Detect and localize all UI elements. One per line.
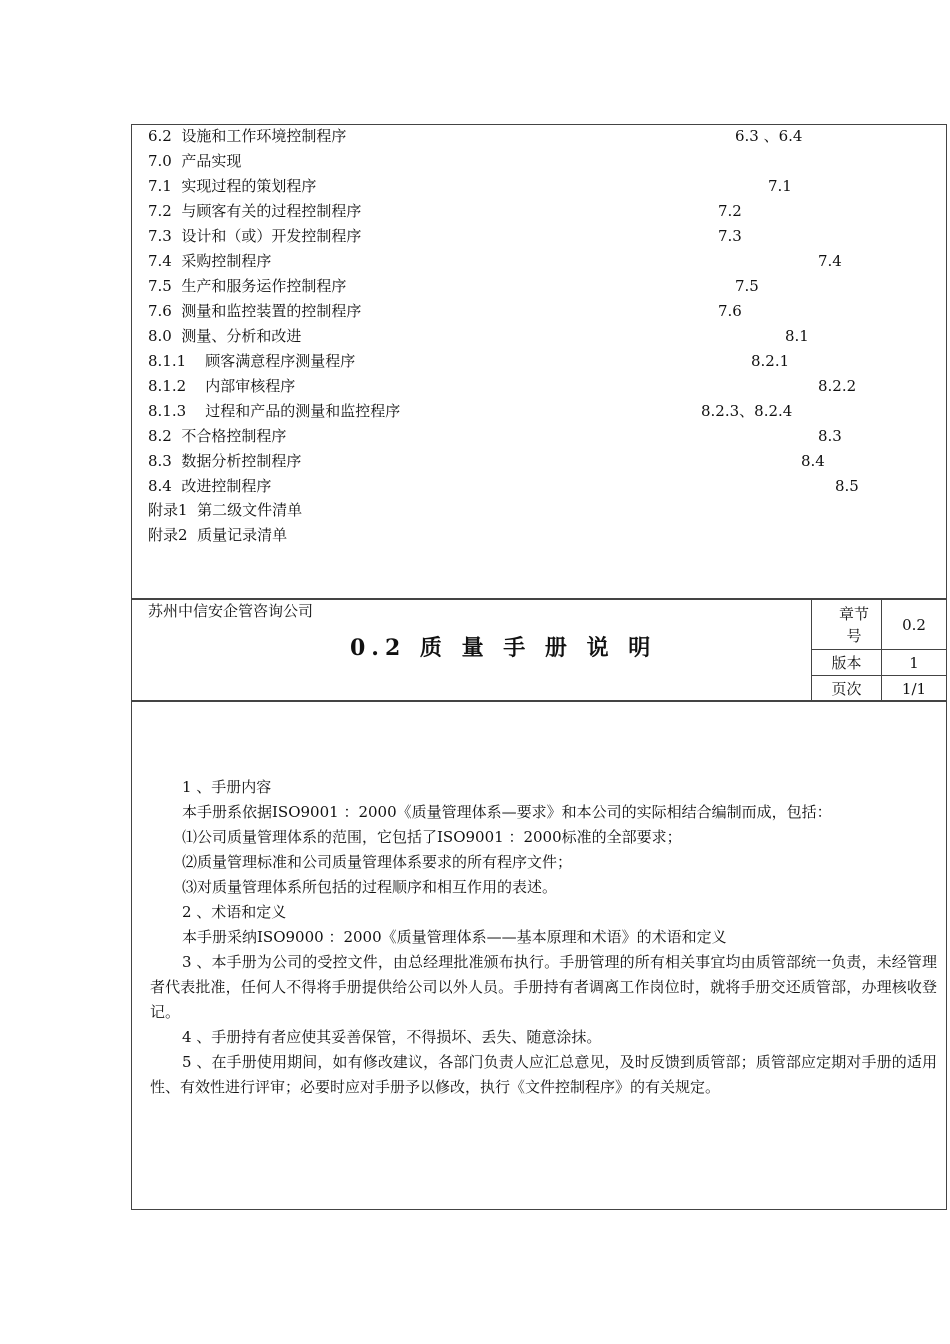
toc-row: 7.6 测量和监控装置的控制程序 bbox=[148, 302, 362, 320]
toc-row: 8.1.3 过程和产品的测量和监控程序 bbox=[148, 402, 401, 420]
page-value: 1/1 bbox=[901, 679, 927, 698]
toc-row: 7.3 设计和（或）开发控制程序 bbox=[148, 227, 362, 245]
toc-row: 8.1.1 顾客满意程序测量程序 bbox=[148, 352, 356, 370]
list-item: ⑴公司质量管理体系的范围，它包括了ISO9001 ：2000标准的全部要求； bbox=[182, 828, 682, 846]
toc-ref: 8.3 bbox=[818, 427, 842, 445]
toc-ref: 7.1 bbox=[768, 177, 792, 195]
toc-row: 附录2 质量记录清单 bbox=[148, 526, 288, 544]
list-item: ⑵质量管理标准和公司质量管理体系要求的所有程序文件； bbox=[182, 853, 573, 871]
toc-row: 6.2 设施和工作环境控制程序 bbox=[148, 127, 347, 145]
section-number-value: 0.2 bbox=[902, 615, 926, 634]
toc-row: 7.4 采购控制程序 bbox=[148, 252, 272, 270]
paragraph: 5 、在手册使用期间，如有修改建议，各部门负责人应汇总意见，及时反馈到质管部；质管部应定期对手册的适用性、有效性进行评审；必要时应对手册予以修改，执行《文件控制程序》的有关规定。 bbox=[150, 1053, 937, 1096]
toc-ref: 8.2.2 bbox=[818, 377, 857, 395]
paragraph: 3 、本手册为公司的受控文件，由总经理批准颁布执行。手册管理的所有相关事宜均由质管部统一负责，未经管理者代表批准，任何人不得将手册提供给公司以外人员。手册持有者调离工作岗位时，就将手册交还质管部，办理核收登记。 bbox=[150, 953, 937, 1021]
toc-row: 附录1 第二级文件清单 bbox=[148, 501, 303, 519]
toc-ref: 7.2 bbox=[718, 202, 742, 220]
toc-ref: 7.3 bbox=[718, 227, 742, 245]
toc-ref: 8.4 bbox=[801, 452, 825, 470]
toc-ref: 8.2.3、8.2.4 bbox=[701, 402, 793, 420]
section-number-label: 章节号 bbox=[838, 604, 869, 645]
toc-row: 7.1 实现过程的策划程序 bbox=[148, 177, 317, 195]
toc-row: 7.0 产品实现 bbox=[148, 152, 242, 170]
toc-row: 8.4 改进控制程序 bbox=[148, 477, 272, 495]
toc-ref: 7.6 bbox=[718, 302, 742, 320]
version-label: 版本 bbox=[831, 654, 862, 672]
page-title: 0.2 质 量 手 册 说 明 bbox=[350, 635, 657, 661]
toc-ref: 8.2.1 bbox=[751, 352, 790, 370]
version-value: 1 bbox=[909, 653, 919, 672]
paragraph: 本手册系依据ISO9001 ：2000《质量管理体系—要求》和本公司的实际相结合编制而成，包括： bbox=[182, 803, 832, 821]
toc-row: 8.0 测量、分析和改进 bbox=[148, 327, 302, 345]
toc-row: 7.5 生产和服务运作控制程序 bbox=[148, 277, 347, 295]
company-name: 苏州中信安企管咨询公司 bbox=[148, 602, 314, 620]
toc-ref: 6.3 、6.4 bbox=[735, 127, 803, 145]
toc-row: 8.2 不合格控制程序 bbox=[148, 427, 287, 445]
paragraph: 本手册采纳ISO9000 ：2000《质量管理体系——基本原理和术语》的术语和定义 bbox=[182, 928, 727, 946]
toc-ref: 8.1 bbox=[785, 327, 809, 345]
toc-ref: 7.5 bbox=[735, 277, 759, 295]
list-item: ⑶对质量管理体系所包括的过程顺序和相互作用的表述。 bbox=[182, 878, 558, 896]
paragraph: 4 、手册持有者应使其妥善保管，不得损坏、丢失、随意涂抹。 bbox=[182, 1028, 602, 1046]
toc-row: 8.3 数据分析控制程序 bbox=[148, 452, 302, 470]
toc-row: 8.1.2 内部审核程序 bbox=[148, 377, 296, 395]
heading-manual-content: 1 、手册内容 bbox=[182, 778, 272, 796]
page-label: 页次 bbox=[831, 680, 862, 698]
toc-ref: 7.4 bbox=[818, 252, 842, 270]
toc-ref: 8.5 bbox=[835, 477, 859, 495]
heading-terms: 2 、术语和定义 bbox=[182, 903, 287, 921]
toc-row: 7.2 与顾客有关的过程控制程序 bbox=[148, 202, 362, 220]
